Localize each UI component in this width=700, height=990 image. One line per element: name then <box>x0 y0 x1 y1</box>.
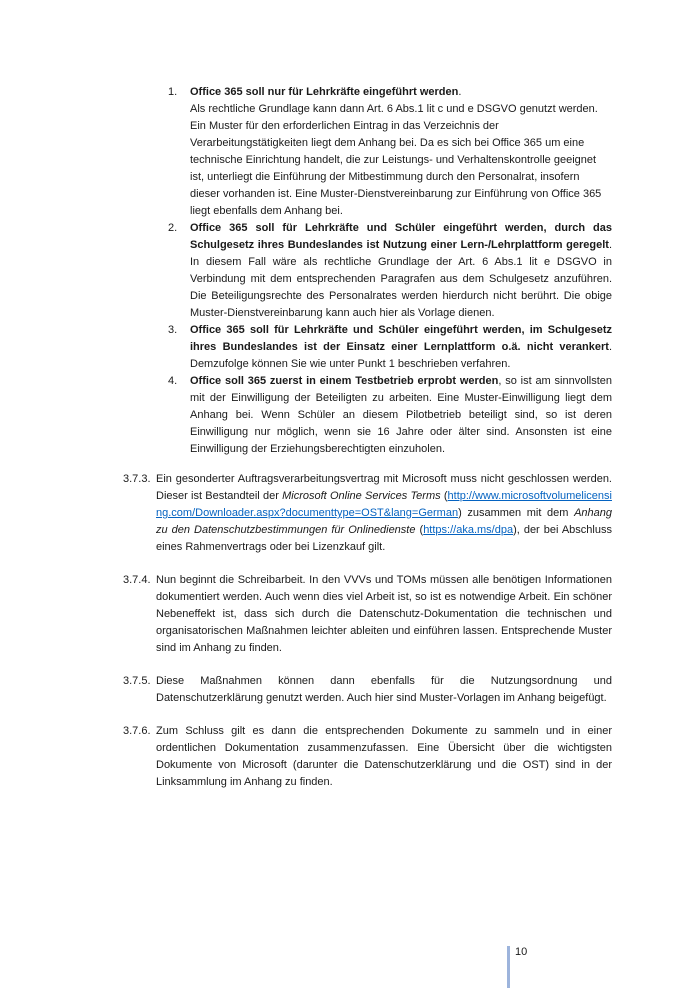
text-run: Office 365 soll nur für Lehrkräfte eingeführt werden <box>190 86 459 98</box>
text-run: Nun beginnt die Schreibarbeit. In den VVVs und TOMs müssen alle benötigen Informationen dokumentiert werden. Auch wenn dies viel Arbeit ist, so ist es notwendige Arbeit. Ein schöner Nebeneffekt ist, dass sich durch die Datenschutz-Dokumentation die technischen und organisatorischen Maßnahmen leichter ableiten und einführen lassen. Entsprechende Muster sind im Anhang zu finden. <box>156 574 612 654</box>
list-item-number: 4. <box>168 375 178 387</box>
text-run: ( <box>415 524 424 536</box>
text-run: Zum Schluss gilt es dann die entsprechenden Dokumente zu sammeln und in einer ordentlichen Dokumentation zusammenzufassen. Eine Übersicht über die wichtigsten Dokumente von Microsoft (darunter die Datenschutzerklärung und die OST) sind in der Linksammlung im Anhang zu finden. <box>156 725 612 788</box>
list-item-text <box>190 86 601 217</box>
section-paragraph-text <box>156 473 612 553</box>
text-run: . In diesem Fall wäre als rechtliche Grundlage der Art. 6 Abs.1 lit e DSGVO in Verbindung mit dem entsprechenden Paragrafen aus dem Schulgesetz anzuführen. Die Beteiligungsrechte des Personalrates werden hierdurch nicht berührt. Die obige Muster-Dienstvereinbarung kann auch hier als Vorlage dienen. <box>190 239 612 319</box>
text-run: Microsoft Online Services Terms <box>282 490 441 502</box>
list-item-text <box>190 324 612 370</box>
text-run: Office soll 365 zuerst in einem Testbetrieb erprobt werden <box>190 375 499 387</box>
text-run: Diese Maßnahmen können dann ebenfalls für die Nutzungsordnung und Datenschutzerklärung genutzt werden. Auch hier sind Muster-Vorlagen im Anhang beigefügt. <box>156 675 612 704</box>
section-paragraph <box>123 673 612 707</box>
list-item-text <box>190 375 612 455</box>
text-run: ( <box>440 490 448 502</box>
text-run: Office 365 soll für Lehrkräfte und Schüler eingeführt werden, im Schulgesetz ihres Bundeslandes ist der Einsatz einer Lernplattform o.ä. nicht verankert <box>190 324 612 353</box>
numbered-list <box>0 84 700 458</box>
list-item <box>168 84 612 220</box>
hyperlink[interactable]: https://aka.ms/dpa <box>423 524 514 536</box>
list-item-number: 3. <box>168 324 178 336</box>
text-run: Als rechtliche Grundlage kann dann Art. 6 Abs.1 lit c und e DSGVO genutzt werden. Ein Muster für den erforderlichen Eintrag in das Verzeichnis der Verarbeitungstätigkeiten liegt dem Anhang bei. Da es sich bei Office 365 um eine technische Einrichtung handelt, die zur Leistungs- und Verhaltenskontrolle geeignet ist, unterliegt die Einführung der Mitbestimmung durch den Personalrat, insofern dieser vorhanden ist. Eine Muster-Dienstvereinbarung zur Einführung von Office 365 liegt ebenfalls dem Anhang bei. <box>190 103 602 217</box>
text-run: , so ist am sinnvollsten mit der Einwilligung der Beteiligten zu arbeiten. Eine Muster-Einwilligung liegt dem Anhang bei. Wenn Schüler an diesem Pilotbetrieb beteiligt sind, so ist deren Einwilligung nur möglich, wenn sie 16 Jahre oder älter sind. Ansonsten ist eine Einwilligung der Erziehungsberechtigten einzuholen. <box>190 375 612 455</box>
page-content <box>0 84 700 791</box>
list-item-text <box>190 222 612 319</box>
text-run: . Demzufolge können Sie wie unter Punkt 1 beschrieben verfahren. <box>190 341 612 370</box>
text-run: Anhang zu den Datenschutzbestimmungen für Onlinedienste <box>156 507 612 536</box>
section-number: 3.7.4. <box>123 574 151 586</box>
section-number: 3.7.5. <box>123 675 151 687</box>
list-item <box>168 220 612 322</box>
text-run: Ein gesonderter Auftragsverarbeitungsvertrag mit Microsoft muss nicht geschlossen werden. Dieser ist Bestandteil der <box>156 473 612 502</box>
text-run: . <box>458 86 462 98</box>
section-number: 3.7.6. <box>123 725 151 737</box>
section-paragraph-text <box>156 574 612 654</box>
list-item-number: 1. <box>168 86 178 98</box>
text-run: Office 365 soll für Lehrkräfte und Schüler eingeführt werden, durch das Schulgesetz ihres Bundeslandes ist Nutzung einer Lern-/Lehrplattform geregelt <box>190 222 612 251</box>
hyperlink[interactable]: http://www.microsoftvolumelicensing.com/Downloader.aspx?documenttype=OST&lang=German <box>156 490 612 519</box>
section-paragraph <box>123 572 612 657</box>
section-paragraph <box>123 471 612 556</box>
section-paragraph-text <box>156 675 612 704</box>
section-paragraph <box>123 723 612 791</box>
section-paragraph-text <box>156 725 612 788</box>
page-number: 10 <box>515 946 528 958</box>
text-run: ), der bei Abschluss eines Rahmenvertrags oder bei Lizenzkauf gilt. <box>156 524 612 553</box>
list-item <box>168 373 612 458</box>
list-item-number: 2. <box>168 222 178 234</box>
text-run: ) zusammen mit dem <box>458 507 575 519</box>
section-number: 3.7.3. <box>123 473 151 485</box>
section-list <box>0 471 700 791</box>
list-item <box>168 322 612 373</box>
footer-accent-bar <box>507 946 510 988</box>
